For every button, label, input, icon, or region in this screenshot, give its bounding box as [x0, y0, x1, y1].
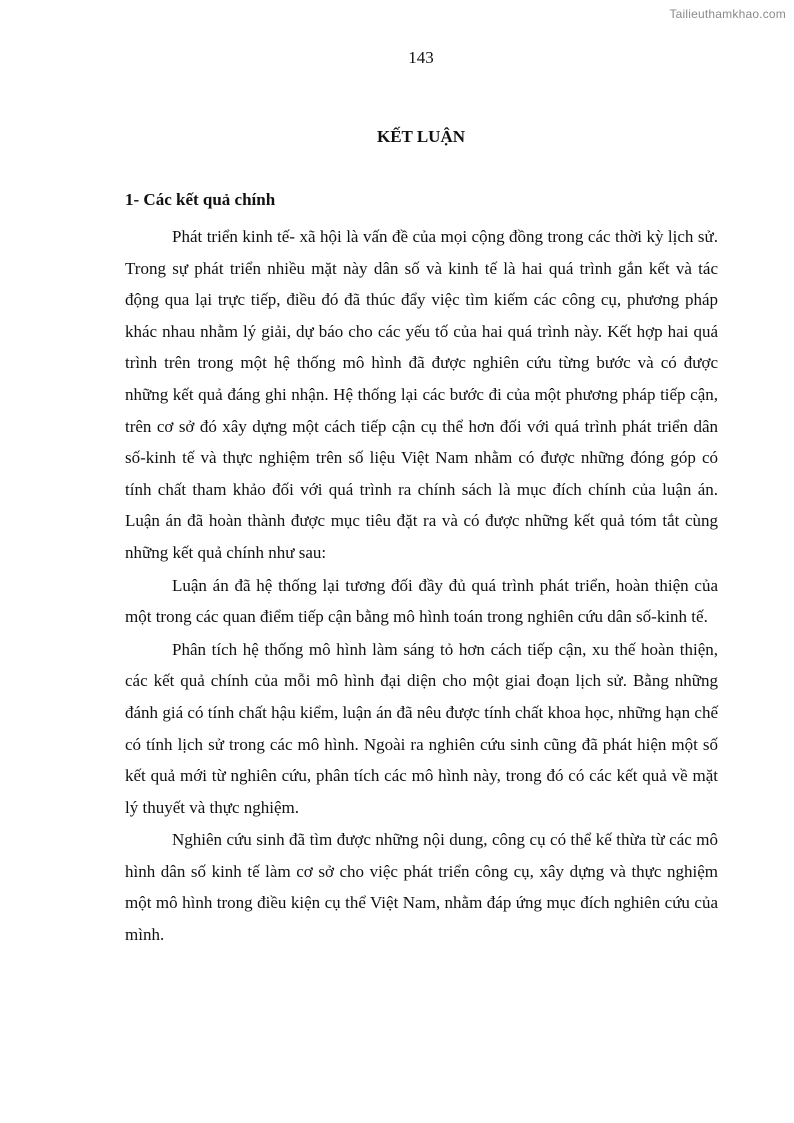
paragraph: Phân tích hệ thống mô hình làm sáng tỏ hơn cách tiếp cận, xu thế hoàn thiện, các kết quả chính của mỗi mô hình đại diện cho một giai đoạn lịch sử. Bằng những đánh giá có tính chất hậu kiểm, luận án đã nêu được tính chất khoa học, những hạn chế có tính lịch sử trong các mô hình. Ngoài ra nghiên cứu sinh cũng đã phát hiện một số kết quả mới từ nghiên cứu, phân tích các mô hình này, trong đó có các kết quả về mặt lý thuyết và thực nghiệm. [125, 639, 718, 817]
page-title: KẾT LUẬN [376, 127, 465, 146]
section-heading: 1- Các kết quả chính [125, 190, 276, 209]
paragraph: Luận án đã hệ thống lại tương đối đầy đủ quá trình phát triển, hoàn thiện của một trong các quan điểm tiếp cận bằng mô hình toán trong nghiên cứu dân số-kinh tế. [125, 575, 718, 627]
paragraph: Nghiên cứu sinh đã tìm được những nội dung, công cụ có thể kế thừa từ các mô hình dân số kinh tế làm cơ sở cho việc phát triển công cụ, xây dựng và thực nghiệm một mô hình trong điều kiện cụ thể Việt Nam, nhằm đáp ứng mục đích nghiên cứu của mình. [125, 830, 718, 945]
watermark: Tailieuthamkhao.com [669, 7, 786, 21]
body-text [125, 221, 718, 951]
paragraph: Phát triển kinh tế- xã hội là vấn đề của mọi cộng đồng trong các thời kỳ lịch sử. Trong sự phát triển nhiều mặt này dân số và kinh tế là hai quá trình gắn kết và tác động qua lại trực tiếp, điều đó đã thúc đẩy việc tìm kiếm các công cụ, phương pháp khác nhau nhằm lý giải, dự báo cho các yếu tố của hai quá trình này. Kết hợp hai quá trình trên trong một hệ thống mô hình đã được nghiên cứu từng bước và có được những kết quả đáng ghi nhận. Hệ thống lại các bước đi của một phương pháp tiếp cận, trên cơ sở đó xây dựng một cách tiếp cận cụ thể hơn đối với quá trình phát triển dân số-kinh tế và thực nghiệm trên số liệu Việt Nam nhằm có được những đóng góp có tính chất tham khảo đối với quá trình ra chính sách là mục đích chính của luận án. Luận án đã hoàn thành được mục tiêu đặt ra và có được những kết quả tóm tắt cùng những kết quả chính như sau: [125, 227, 718, 562]
page-number: 143 [408, 48, 434, 67]
